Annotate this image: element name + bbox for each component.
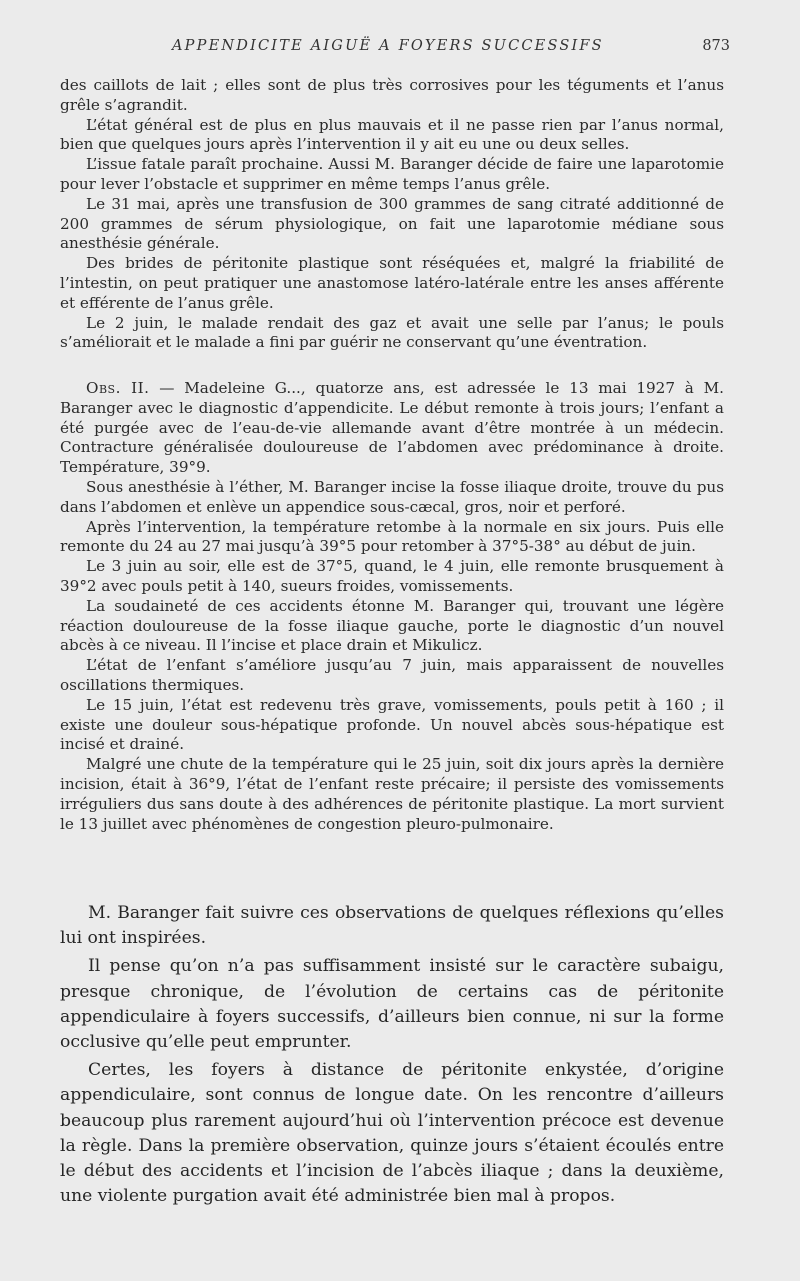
running-title: APPENDICITE AIGUË A FOYERS SUCCESSIFS (172, 38, 604, 54)
paragraph: Le 3 juin au soir, elle est de 37°5, quand, le 4 juin, elle remonte brusquement à 39°2 avec pouls petit à 140, sueurs froides, vomissements. (60, 557, 724, 595)
paragraph: L’état de l’enfant s’améliore jusqu’au 7 juin, mais apparaissent de nouvelles oscillations thermiques. (60, 656, 724, 694)
paragraph: L’issue fatale paraît prochaine. Aussi M. Baranger décide de faire une laparotomie pour lever l’obstacle et supprimer en même temps l’anus grêle. (60, 155, 724, 193)
paragraph: Des brides de péritonite plastique sont réséquées et, malgré la friabilité de l’intestin, on peut pratiquer une anastomose latéro-latérale entre les anses afférente et efférente de l’anus grêle. (60, 254, 724, 312)
paragraph: Après l’intervention, la température retombe à la normale en six jours. Puis elle remonte du 24 au 27 mai jusqu’à 39°5 pour retomber à 37°5-38° au début de juin. (60, 517, 724, 556)
paragraph: La soudaineté de ces accidents étonne M. Baranger qui, trouvant une légère réaction douloureuse de la fosse iliaque gauche, porte le diagnostic d’un nouvel abcès à ce niveau. Il l’incise et place drain et Mikulicz. (60, 596, 724, 655)
observation-label: Obs. II. (86, 379, 150, 397)
commentary-text (60, 901, 724, 1212)
paragraph: Le 31 mai, après une transfusion de 300 grammes de sang citraté additionné de 200 grammes de sérum physiologique, on fait une laparotomie médiane sous anesthésie générale. (60, 194, 724, 253)
paragraph: Le 2 juin, le malade rendait des gaz et avait une selle par l’anus; le pouls s’améliorait et le malade a fini par guérir ne conservant qu’une éventration. (60, 313, 724, 352)
page-number: 873 (702, 38, 730, 54)
observation-intro-text: — Madeleine G..., quatorze ans, est adressée le 13 mai 1927 à M. Baranger avec le diagnostic d’appendicite. Le début remonte à trois jours; l’enfant a été purgée avec de l’eau-de-vie allemande avant d’être montrée à un médecin. Contracture généralisée douloureuse de l’abdomen avec prédominance à droite. Température, 39°9. (60, 379, 724, 477)
paragraph: Sous anesthésie à l’éther, M. Baranger incise la fosse iliaque droite, trouve du pus dans l’abdomen et enlève un appendice sous-cæcal, gros, noir et perforé. (60, 477, 724, 516)
observation-intro (60, 379, 724, 478)
paragraph: L’état général est de plus en plus mauvais et il ne passe rien par l’anus normal, bien que quelques jours après l’intervention il y ait eu une ou deux selles. (60, 115, 724, 154)
paragraph: des caillots de lait ; elles sont de plus très corrosives pour les téguments et l’anus grêle s’agrandit. (60, 76, 724, 114)
case-one-text (60, 76, 724, 353)
paragraph: Il pense qu’on n’a pas suffisamment insisté sur le caractère subaigu, presque chronique, de l’évolution de certains cas de péritonite appendiculaire à foyers successifs, d’ailleurs bien connue, ni sur la forme occlusive qu’elle peut emprunter. (60, 956, 724, 1053)
paragraph: Certes, les foyers à distance de péritonite enkystée, d’origine appendiculaire, sont connus de longue date. On les rencontre d’ailleurs beaucoup plus rarement aujourd’hui où l’intervention précoce est devenue la règle. Dans la première observation, quinze jours s’étaient écoulés entre le début des accidents et l’incision de l’abcès iliaque ; dans la deuxième, une violente purgation avait été administrée bien mal à propos. (60, 1060, 724, 1207)
observation-two (60, 379, 724, 834)
paragraph: Malgré une chute de la température qui le 25 juin, soit dix jours après la dernière incision, était à 36°9, l’état de l’enfant reste précaire; il persiste des vomissements irréguliers dus sans doute à des adhérences de péritonite plastique. La mort survient le 13 juillet avec phénomènes de congestion pleuro-pulmonaire. (60, 755, 724, 833)
running-header (62, 38, 730, 58)
paragraph: M. Baranger fait suivre ces observations de quelques réflexions qu’elles lui ont inspirées. (60, 903, 724, 949)
paragraph: Le 15 juin, l’état est redevenu très grave, vomissements, pouls petit à 160 ; il existe une douleur sous-hépatique profonde. Un nouvel abcès sous-hépatique est incisé et drainé. (60, 695, 724, 754)
